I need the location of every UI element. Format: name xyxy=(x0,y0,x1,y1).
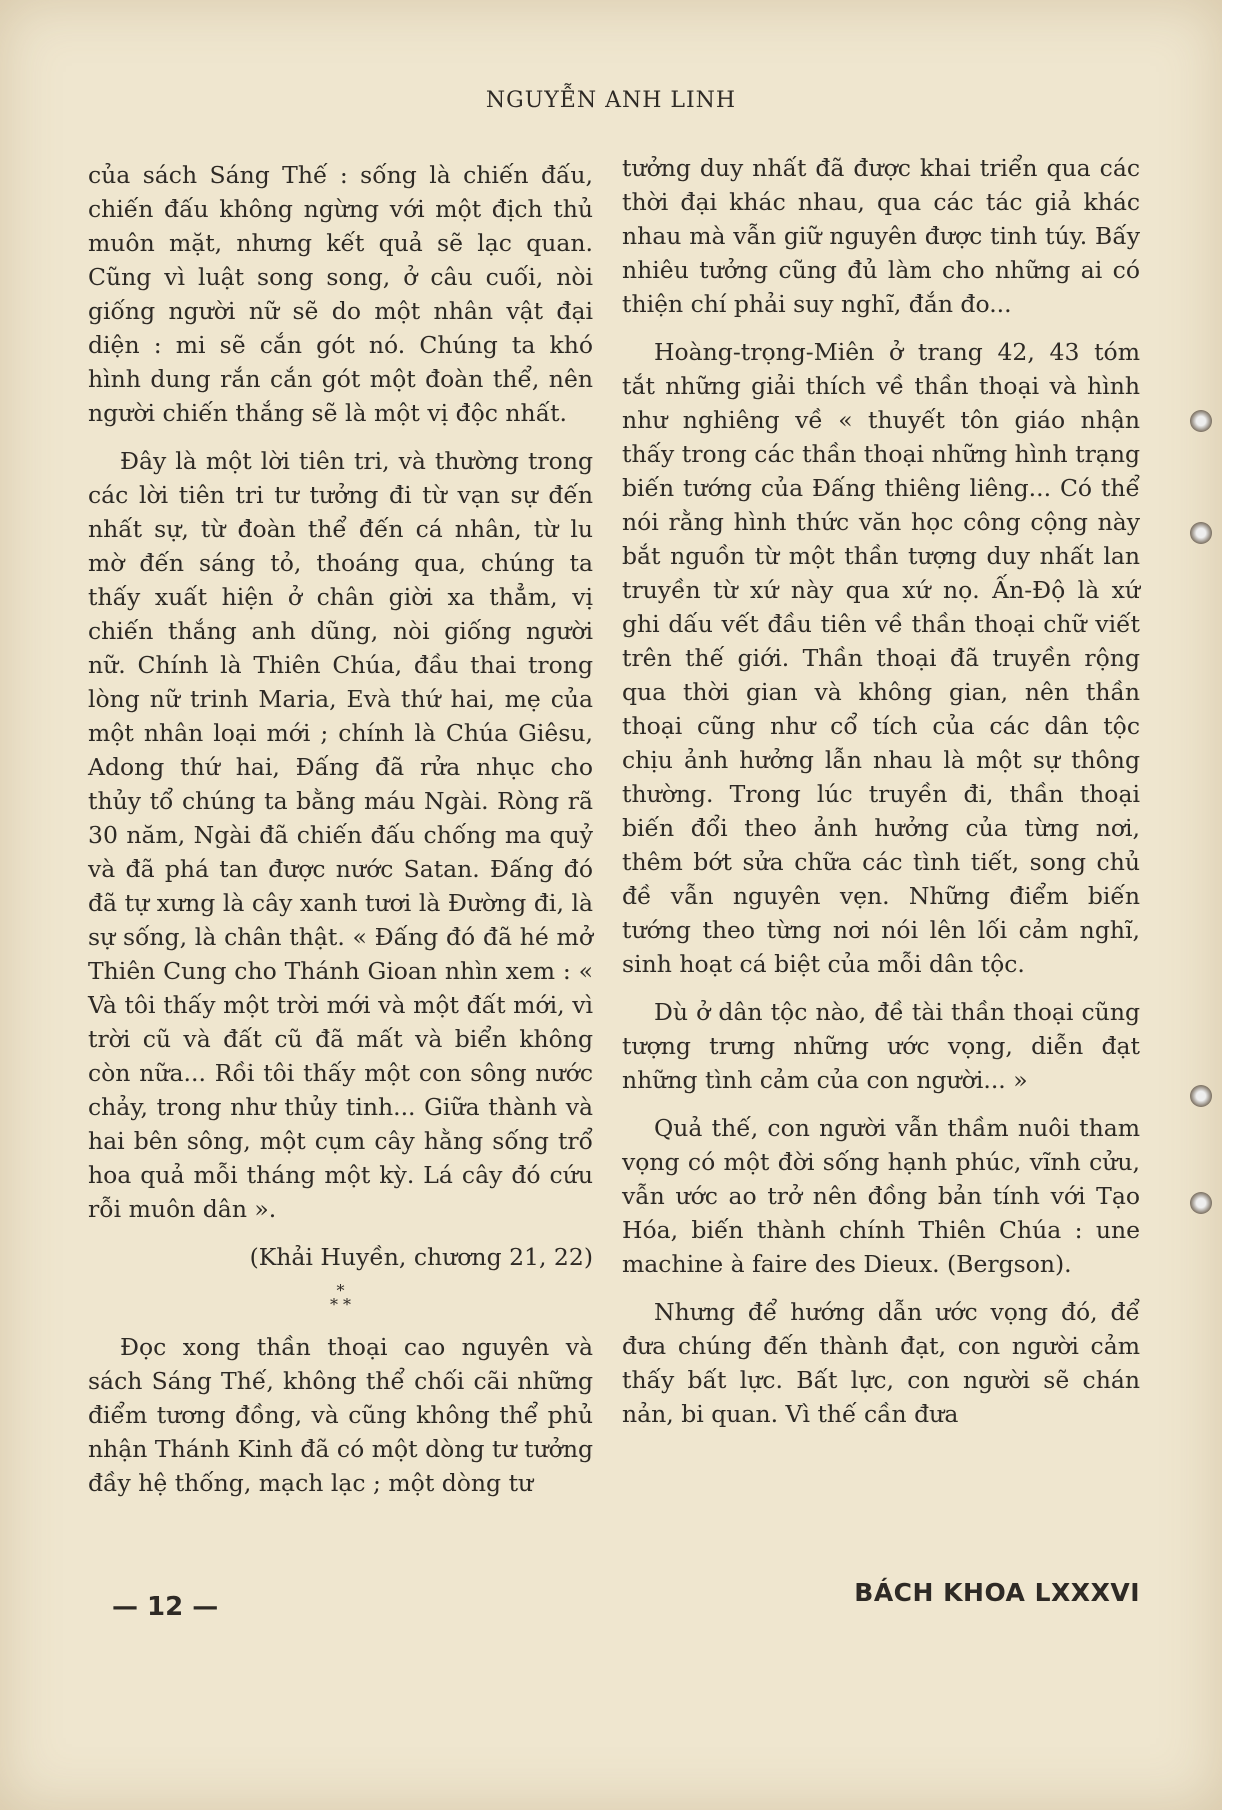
left-column xyxy=(88,158,593,1514)
binding-hole-icon xyxy=(1190,1085,1212,1107)
paragraph: Hoàng-trọng-Miên ở trang 42, 43 tóm tắt những giải thích về thần thoại và hình như nghiêng về « thuyết tôn giáo nhận thấy trong các thần thoại những hình trạng biến tướng của Đấng thiêng liêng... Có thể nói rằng hình thức văn học công cộng này bắt nguồn từ một thần tượng duy nhất lan truyền từ xứ này qua xứ nọ. Ấn-Độ là xứ ghi dấu vết đầu tiên về thần thoại chữ viết trên thế giới. Thần thoại đã truyền rộng qua thời gian và không gian, nên thần thoại cũng như cổ tích của các dân tộc chịu ảnh hưởng lẫn nhau là một sự thông thường. Trong lúc truyền đi, thần thoại biến đổi theo ảnh hưởng của từng nơi, thêm bớt sửa chữa các tình tiết, song chủ đề vẫn nguyên vẹn. Những điểm biến tướng theo từng nơi nói lên lối cảm nghĩ, sinh hoạt cá biệt của mỗi dân tộc. xyxy=(622,338,1140,978)
page-number: — 12 — xyxy=(112,1592,219,1622)
paragraph: Nhưng để hướng dẫn ước vọng đó, để đưa chúng đến thành đạt, con người cảm thấy bất lực. Bất lực, con người sẽ chán nản, bi quan. Vì thế cần đưa xyxy=(622,1298,1140,1428)
section-separator xyxy=(88,1281,593,1314)
publication-title: BÁCH KHOA LXXXVI xyxy=(854,1578,1140,1607)
right-column xyxy=(622,151,1140,1445)
paragraph: Quả thế, con người vẫn thầm nuôi tham vọng có một đời sống hạnh phúc, vĩnh cửu, vẫn ước ao trở nên đồng bản tính với Tạo Hóa, biến thành chính Thiên Chúa : une machine à faire des Dieux. (Bergson). xyxy=(622,1114,1140,1278)
separator-star-bottom: * * xyxy=(329,1295,352,1314)
paragraph: của sách Sáng Thế : sống là chiến đấu, chiến đấu không ngừng với một địch thủ muôn mặt, nhưng kết quả sẽ lạc quan. Cũng vì luật song song, ở câu cuối, nòi giống người nữ sẽ do một nhân vật đại diện : mi sẽ cắn gót nó. Chúng ta khó hình dung rắn cắn gót một đoàn thể, nên người chiến thắng sẽ là một vị độc nhất. xyxy=(88,161,593,427)
page-header: NGUYỄN ANH LINH xyxy=(485,88,737,113)
paragraph: Đọc xong thần thoại cao nguyên và sách Sáng Thế, không thể chối cãi những điểm tương đồng, và cũng không thể phủ nhận Thánh Kinh đã có một dòng tư tưởng đầy hệ thống, mạch lạc ; một dòng tư xyxy=(88,1333,593,1497)
binding-hole-icon xyxy=(1190,522,1212,544)
binding-hole-icon xyxy=(1190,1192,1212,1214)
separator-star-top: * xyxy=(336,1281,345,1300)
paragraph: Đây là một lời tiên tri, và thường trong các lời tiên tri tư tưởng đi từ vạn sự đến nhất sự, từ đoàn thể đến cá nhân, từ lu mờ đến sáng tỏ, thoáng qua, chúng ta thấy xuất hiện ở chân giời xa thẳm, vị chiến thắng anh dũng, nòi giống người nữ. Chính là Thiên Chúa, đầu thai trong lòng nữ trinh Maria, Evà thứ hai, mẹ của một nhân loại mới ; chính là Chúa Giêsu, Adong thứ hai, Đấng đã rửa nhục cho thủy tổ chúng ta bằng máu Ngài. Ròng rã 30 năm, Ngài đã chiến đấu chống ma quỷ và đã phá tan được nước Satan. Đấng đó đã tự xưng là cây xanh tươi là Đường đi, là sự sống, là chân thật. « Đấng đó đã hé mở Thiên Cung cho Thánh Gioan nhìn xem : « Và tôi thấy một trời mới và một đất mới, vì trời cũ và đất cũ đã mất và biển không còn nữa... Rồi tôi thấy một con sông nước chảy, trong như thủy tinh... Giữa thành và hai bên sông, một cụm cây hằng sống trổ hoa quả mỗi tháng một kỳ. Lá cây đó cứu rỗi muôn dân ». xyxy=(88,447,593,1223)
binding-hole-icon xyxy=(1190,410,1212,432)
paragraph: Dù ở dân tộc nào, đề tài thần thoại cũng tượng trưng những ước vọng, diễn đạt những tình cảm của con người... » xyxy=(622,998,1140,1094)
paragraph: tưởng duy nhất đã được khai triển qua các thời đại khác nhau, qua các tác giả khác nhau mà vẫn giữ nguyên được tinh túy. Bấy nhiêu tưởng cũng đủ làm cho những ai có thiện chí phải suy nghĩ, đắn đo... xyxy=(622,154,1140,318)
citation: (Khải Huyền, chương 21, 22) xyxy=(249,1243,593,1271)
